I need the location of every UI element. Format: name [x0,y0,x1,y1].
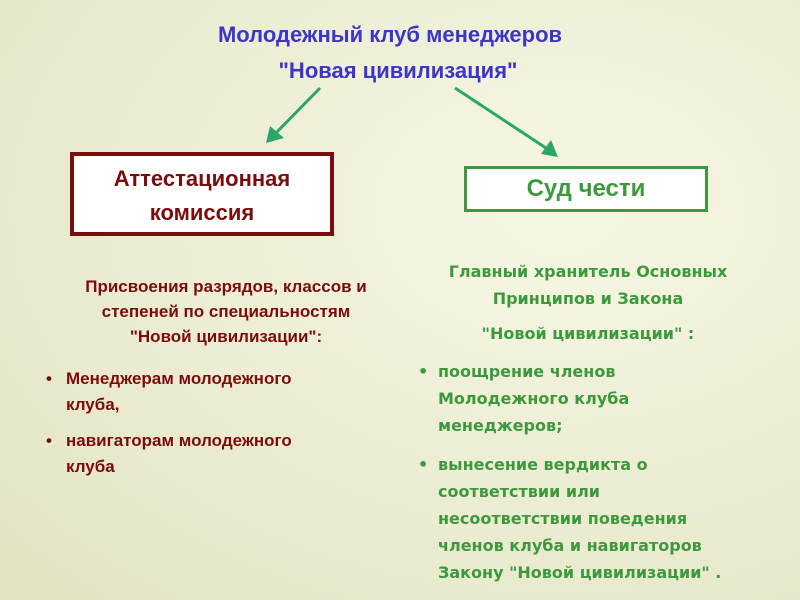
title-line-2: "Новая цивилизация" [278,58,518,83]
right-bullet-line: вынесение вердикта о [438,455,648,474]
bullet-dot-icon: • [46,431,52,450]
left-bullet-line: клуба [66,457,115,476]
bullet-dot-icon: • [46,369,52,388]
right-bullet-line: Закону "Новой цивилизации" . [438,563,722,582]
right-intro-subtitle: "Новой цивилизации" : [481,324,695,343]
bullet-dot-icon: • [418,362,429,381]
left-intro-line: степеней по специальностям [101,302,351,321]
left-intro-line: "Новой цивилизации": [129,327,323,346]
left-bullet-managers [46,366,406,418]
right-bullet-verdict [418,451,788,591]
title-line-1: Молодежный клуб менеджеров [217,22,563,47]
right-bullet-line: поощрение членов [438,362,616,381]
box-left-line-2: комиссия [149,200,255,225]
attestation-commission-box [70,152,334,236]
right-bullet-line: Молодежного клуба [438,389,630,408]
left-bullet-line: Менеджерам молодежного [66,369,292,388]
left-bullet-line: клуба, [66,395,120,414]
right-bullet-line: менеджеров; [438,416,563,435]
right-intro-line: Главный хранитель Основных [448,262,728,281]
left-bullet-line: навигаторам молодежного [66,431,292,450]
right-bullet-line: несоответствии поведения [438,509,688,528]
right-intro-line: Принципов и Закона [492,289,684,308]
arrow-right-head [541,140,558,157]
arrow-right-shaft [455,88,552,152]
left-intro-text [40,274,412,349]
right-bullet-line: членов клуба и навигаторов [438,536,702,555]
box-left-line-1: Аттестационная [113,166,291,191]
bullet-dot-icon: • [418,455,429,474]
arrow-left-shaft [272,88,320,137]
right-bullet-line: соответствии или [438,482,601,501]
right-intro-text [418,258,758,312]
court-of-honor-box [464,166,708,212]
right-bullet-encouragement [418,358,778,442]
left-intro-line: Присвоения разрядов, классов и [85,277,367,296]
left-bullet-navigators [46,428,406,480]
box-right-label: Суд чести [526,175,646,202]
